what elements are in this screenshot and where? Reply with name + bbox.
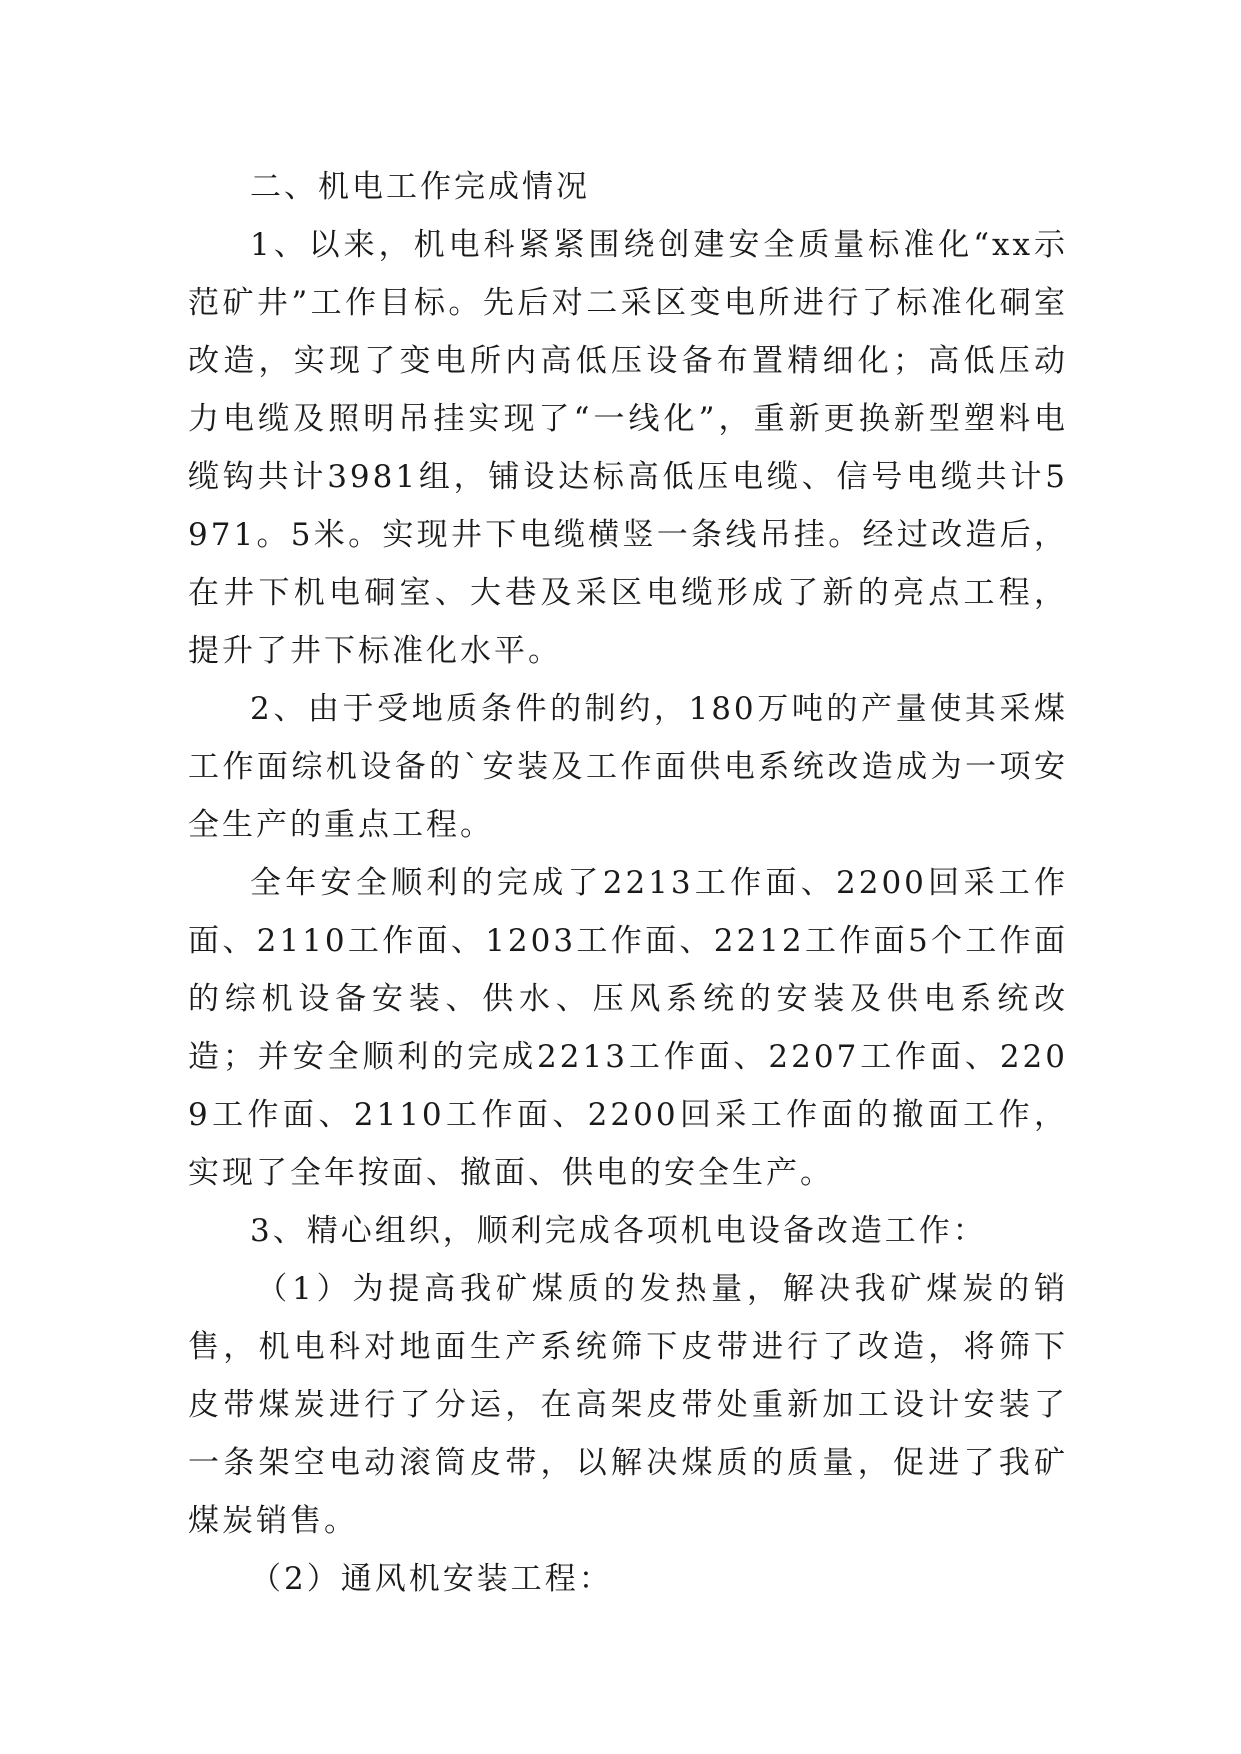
paragraph-3: 全年安全顺利的完成了2213工作面、2200回采工作面、2110工作面、1203工作面、2212工作面5个工作面的综机设备安装、供水、压风系统的安装及供电系统改造；并安全顺利的完成2213工作面、2207工作面、2209工作面、2110工作面、2200回采工作面的撤面工作，实现了全年按面、撤面、供电的安全生产。 [188, 865, 1068, 1191]
paragraph-6: （2）通风机安装工程： [250, 1561, 613, 1597]
paragraph-5: （1）为提高我矿煤质的发热量，解决我矿煤炭的销售，机电科对地面生产系统筛下皮带进行了改造，将筛下皮带煤炭进行了分运，在高架皮带处重新加工设计安装了一条架空电动滚筒皮带，以解决煤质的质量，促进了我矿煤炭销售。 [188, 1271, 1068, 1539]
paragraph-2: 2、由于受地质条件的制约，180万吨的产量使其采煤工作面综机设备的`安装及工作面供电系统改造成为一项安全生产的重点工程。 [188, 691, 1068, 843]
paragraph-4: 3、精心组织，顺利完成各项机电设备改造工作： [250, 1213, 987, 1249]
section-heading: 二、机电工作完成情况 [250, 169, 590, 205]
paragraph-1: 1、以来，机电科紧紧围绕创建安全质量标准化“xx示范矿井”工作目标。先后对二采区变电所进行了标准化硐室改造，实现了变电所内高低压设备布置精细化；高低压动力电缆及照明吊挂实现了“一线化”，重新更换新型塑料电缆钩共计3981组，铺设达标高低压电缆、信号电缆共计5971。5米。实现井下电缆横竖一条线吊挂。经过改造后，在井下机电硐室、大巷及采区电缆形成了新的亮点工程，提升了井下标准化水平。 [188, 227, 1068, 669]
document-body [188, 158, 1068, 1608]
